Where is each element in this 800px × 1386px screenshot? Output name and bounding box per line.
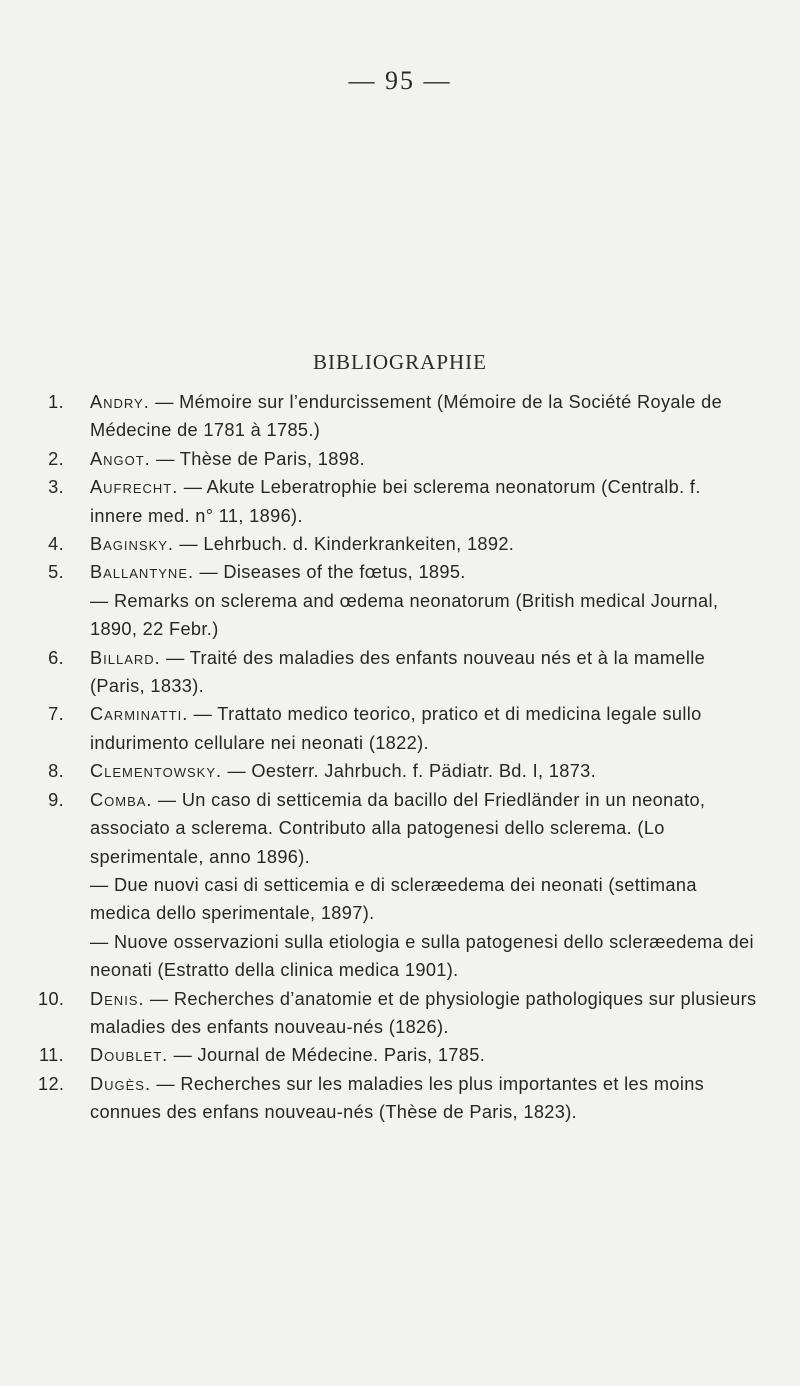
entry-number: 11. — [39, 1045, 64, 1066]
bibliography-entry — [38, 1070, 758, 1127]
entry-text: — Remarks on sclerema and œdema neonatorum (British medical Journal, 1890, 22 Febr.) — [90, 590, 719, 640]
entry-text: — Thèse de Paris, 1898. — [150, 448, 366, 469]
section-title: BIBLIOGRAPHIE — [313, 350, 487, 374]
entry-text: — Traité des maladies des enfants nouveau nés et à la mamelle (Paris, 1833). — [90, 647, 706, 697]
entry-text: — Un caso di setticemia da bacillo del Friedländer in un neonato, associato a sclerema. Contributo alla patogenesi dello sclerema. (Lo sperimentale, anno 1896). — [90, 789, 706, 867]
entry-author: Angot. — [90, 448, 151, 469]
entry-author: Carminatti. — [90, 704, 189, 725]
entry-number: 7. — [48, 704, 64, 725]
bibliography-list — [38, 388, 758, 1127]
entry-author: Billard. — [90, 647, 161, 668]
bibliography-sub-entry — [38, 928, 758, 985]
bibliography-entry — [38, 985, 758, 1042]
entry-text: — Nuove osservazioni sulla etiologia e sulla patogenesi dello scleræedema dei neonati (Estratto della clinica medica 1901). — [90, 931, 754, 981]
entry-number: 8. — [48, 761, 64, 782]
entry-author: Clementowsky. — [90, 761, 223, 782]
bibliography-entry — [38, 558, 758, 586]
page-number: — 95 — — [348, 66, 452, 95]
entry-author: Ballantyne. — [90, 562, 195, 583]
bibliography-entry — [38, 388, 758, 445]
entry-number: 9. — [48, 789, 64, 810]
entry-author: Andry. — [90, 392, 150, 412]
bibliography-entry — [38, 530, 758, 558]
entry-text: — Trattato medico teorico, pratico et di medicina legale sullo indurimento cellulare nei neonati (1822). — [90, 704, 702, 753]
bibliography-entry — [38, 786, 758, 871]
entry-text: — Recherches sur les maladies les plus importantes et les moins connues des enfans nouveau-nés (Thèse de Paris, 1823). — [90, 1073, 705, 1123]
bibliography-entry — [38, 644, 758, 701]
bibliography-entry — [38, 757, 758, 785]
entry-number: 12. — [38, 1073, 65, 1094]
entry-author: Dugès. — [90, 1073, 152, 1094]
entry-text: — Oesterr. Jahrbuch. f. Pädiatr. Bd. I, 1873. — [222, 761, 597, 782]
bibliography-entry — [38, 700, 758, 757]
entry-author: Doublet. — [90, 1045, 169, 1066]
entry-text: — Mémoire sur l’endurcissement (Mémoire de la Société Royale de Médecine de 1781 à 1785.) — [90, 392, 723, 441]
bibliography-entry — [38, 473, 758, 530]
entry-number: 10. — [38, 988, 65, 1009]
bibliography-entry — [38, 445, 758, 473]
bibliography-sub-entry — [38, 587, 758, 644]
entry-text: — Due nuovi casi di setticemia e di scleræedema dei neonati (settimana medica dello sperimentale, 1897). — [90, 874, 697, 924]
entry-author: Baginsky. — [90, 534, 174, 555]
entry-number: 5. — [48, 562, 64, 583]
entry-text: — Lehrbuch. d. Kinderkrankeiten, 1892. — [173, 534, 515, 555]
entry-author: Aufrecht. — [90, 477, 179, 498]
bibliography-sub-entry — [38, 871, 758, 928]
entry-number: 2. — [48, 448, 64, 469]
entry-text: — Journal de Médecine. Paris, 1785. — [168, 1045, 486, 1066]
entry-number: 3. — [48, 477, 64, 498]
entry-number: 1. — [48, 392, 64, 412]
entry-number: 6. — [48, 647, 64, 668]
entry-author: Comba. — [90, 789, 153, 810]
entry-author: Denis. — [90, 988, 145, 1009]
entry-number: 4. — [48, 534, 64, 555]
bibliography-entry — [38, 1041, 758, 1069]
entry-text: — Diseases of the fœtus, 1895. — [194, 562, 466, 583]
entry-text: — Akute Leberatrophie bei sclerema neonatorum (Centralb. f. innere med. n° 11, 1896). — [90, 477, 701, 526]
entry-text: — Recherches d’anatomie et de physiologie pathologiques sur plusieurs maladies des enfants nouveau-nés (1826). — [90, 988, 757, 1037]
